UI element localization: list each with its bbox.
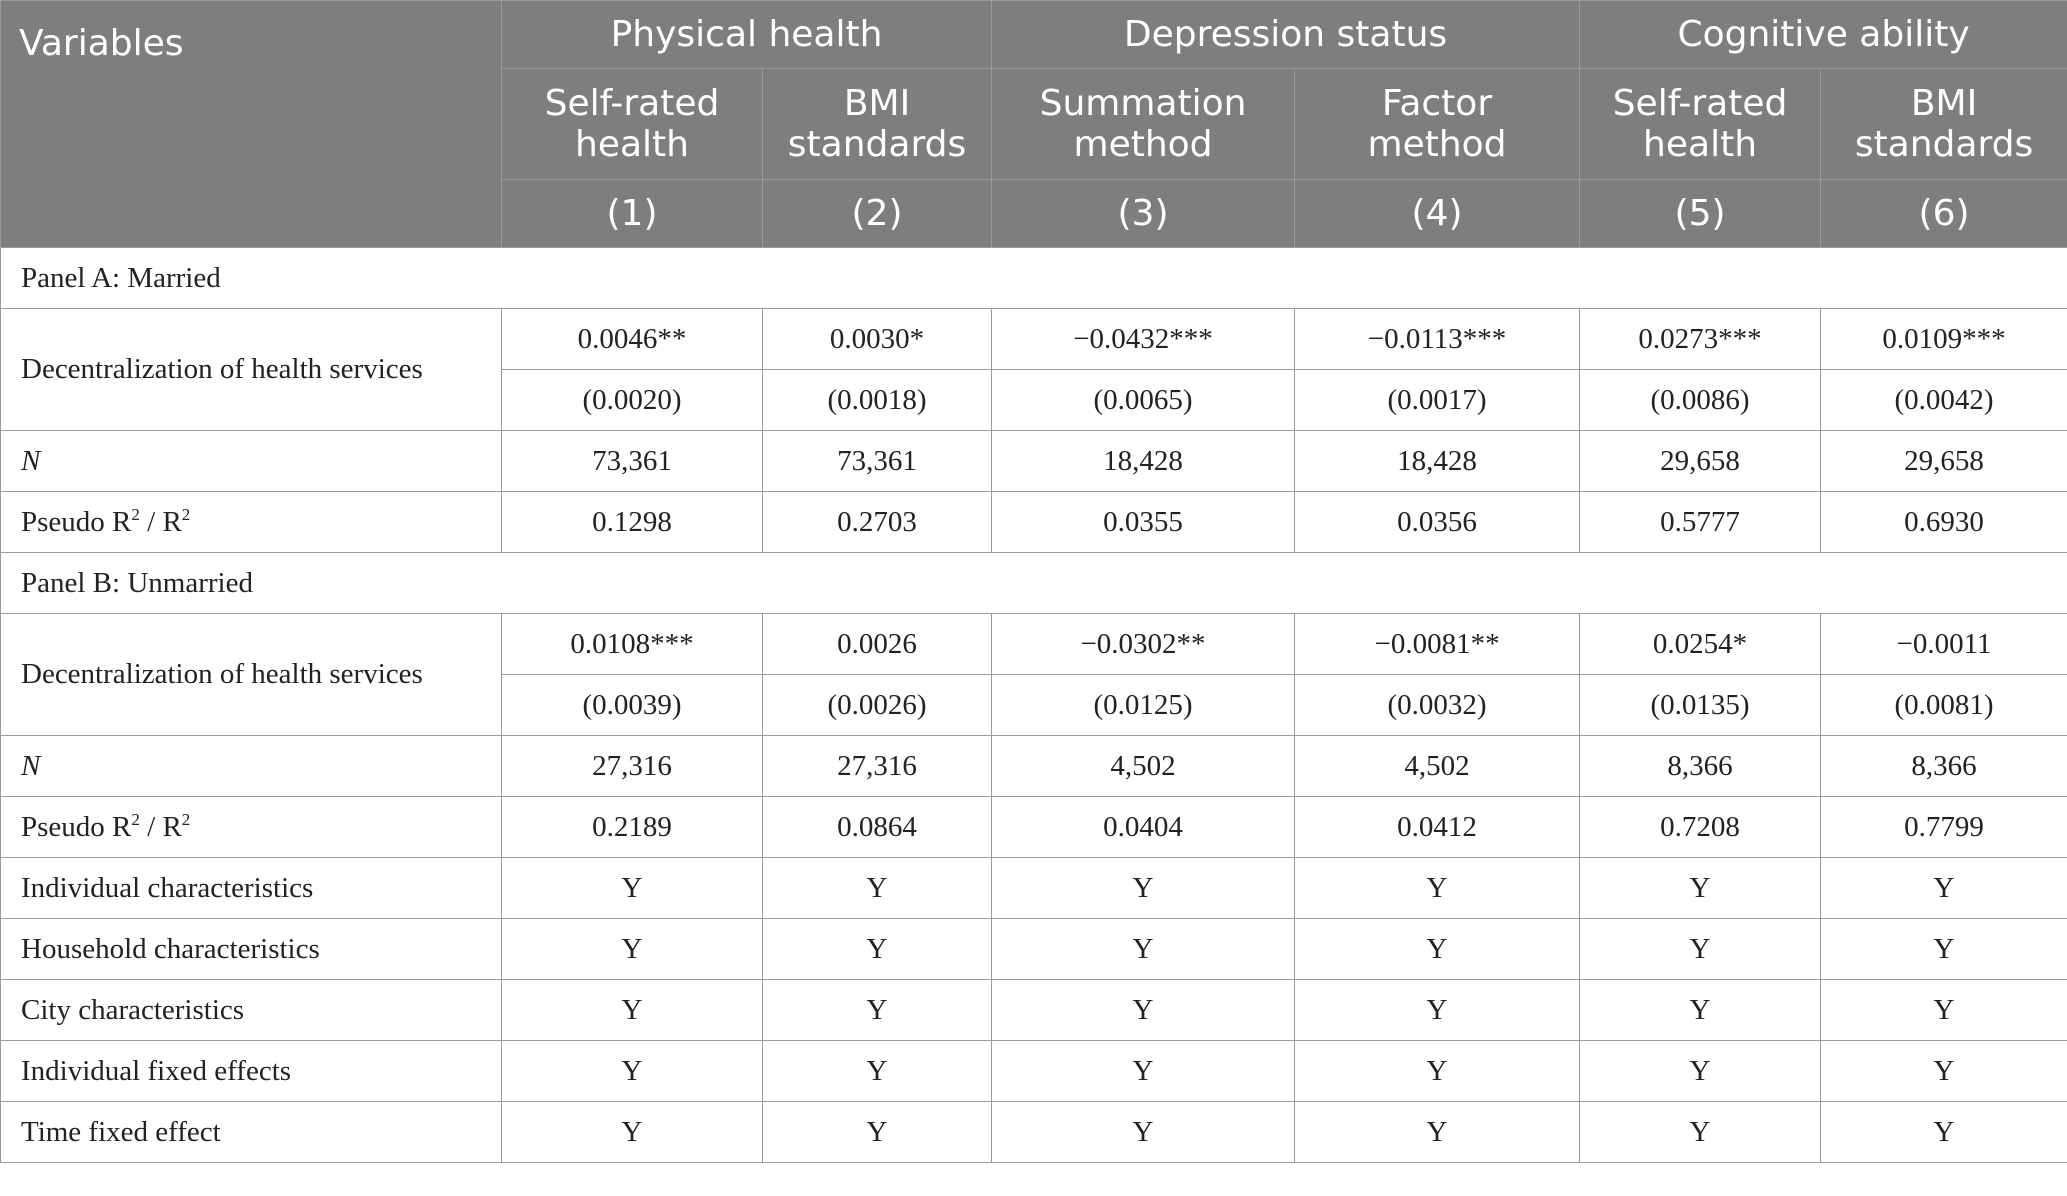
control-value: Y xyxy=(1580,1041,1821,1102)
header-col-1: (1) xyxy=(502,180,763,248)
control-value: Y xyxy=(1580,858,1821,919)
control-row-time-fixed-effect xyxy=(1,1102,2067,1163)
header-group-physical-health: Physical health xyxy=(502,1,992,69)
panel-b-n-1: 27,316 xyxy=(502,736,763,797)
control-value: Y xyxy=(992,980,1295,1041)
control-value: Y xyxy=(502,1041,763,1102)
panel-a-r2-4: 0.0356 xyxy=(1295,492,1580,553)
header-col-6: (6) xyxy=(1821,180,2067,248)
control-label: Individual fixed effects xyxy=(1,1041,502,1102)
panel-a-title-row xyxy=(1,248,2067,309)
panel-a-n-1: 73,361 xyxy=(502,431,763,492)
panel-b-n-2: 27,316 xyxy=(763,736,992,797)
control-value: Y xyxy=(502,858,763,919)
header-measure-2: BMI standards xyxy=(763,69,992,180)
header-col-4: (4) xyxy=(1295,180,1580,248)
control-value: Y xyxy=(1580,1102,1821,1163)
panel-a-coef-2: 0.0030* xyxy=(763,309,992,370)
control-label: Household characteristics xyxy=(1,919,502,980)
header-col-5: (5) xyxy=(1580,180,1821,248)
control-label: Individual characteristics xyxy=(1,858,502,919)
panel-b-coef-4: −0.0081** xyxy=(1295,614,1580,675)
panel-b-n-4: 4,502 xyxy=(1295,736,1580,797)
panel-a-coef-1: 0.0046** xyxy=(502,309,763,370)
panel-b-r2-6: 0.7799 xyxy=(1821,797,2067,858)
panel-a-coef-5: 0.0273*** xyxy=(1580,309,1821,370)
panel-b-title: Panel B: Unmarried xyxy=(1,553,2067,614)
panel-b-coef-5: 0.0254* xyxy=(1580,614,1821,675)
control-value: Y xyxy=(1821,1041,2067,1102)
panel-a-se-4: (0.0017) xyxy=(1295,370,1580,431)
control-value: Y xyxy=(1580,919,1821,980)
panel-b-title-row xyxy=(1,553,2067,614)
panel-b-r2-5: 0.7208 xyxy=(1580,797,1821,858)
panel-b-se-3: (0.0125) xyxy=(992,675,1295,736)
panel-a-coef-3: −0.0432*** xyxy=(992,309,1295,370)
panel-a-title: Panel A: Married xyxy=(1,248,2067,309)
panel-a-r2-label: Pseudo $R^2 / R^2$ xyxy=(1,492,502,553)
control-row-city-characteristics xyxy=(1,980,2067,1041)
control-value: Y xyxy=(502,919,763,980)
panel-a-r2-2: 0.2703 xyxy=(763,492,992,553)
control-value: Y xyxy=(1295,980,1580,1041)
panel-b-coef-row xyxy=(1,614,2067,675)
control-value: Y xyxy=(992,858,1295,919)
control-value: Y xyxy=(502,980,763,1041)
header-row-groups xyxy=(1,1,2067,69)
panel-b-se-4: (0.0032) xyxy=(1295,675,1580,736)
control-value: Y xyxy=(763,1041,992,1102)
header-col-2: (2) xyxy=(763,180,992,248)
control-value: Y xyxy=(1821,1102,2067,1163)
panel-a-n-2: 73,361 xyxy=(763,431,992,492)
panel-a-n-row xyxy=(1,431,2067,492)
control-value: Y xyxy=(1295,919,1580,980)
control-value: Y xyxy=(992,1041,1295,1102)
panel-b-n-label: N xyxy=(1,736,502,797)
panel-a-coef-label: Decentralization of health services xyxy=(1,309,502,431)
panel-b-coef-1: 0.0108*** xyxy=(502,614,763,675)
panel-b-n-3: 4,502 xyxy=(992,736,1295,797)
panel-a-coef-6: 0.0109*** xyxy=(1821,309,2067,370)
header-col-3: (3) xyxy=(992,180,1295,248)
panel-b-se-1: (0.0039) xyxy=(502,675,763,736)
panel-a-n-label: N xyxy=(1,431,502,492)
panel-b-se-5: (0.0135) xyxy=(1580,675,1821,736)
panel-b-se-6: (0.0081) xyxy=(1821,675,2067,736)
panel-b-coef-6: −0.0011 xyxy=(1821,614,2067,675)
control-value: Y xyxy=(1295,1041,1580,1102)
panel-b-r2-row xyxy=(1,797,2067,858)
control-value: Y xyxy=(992,1102,1295,1163)
panel-b-n-5: 8,366 xyxy=(1580,736,1821,797)
control-value: Y xyxy=(763,980,992,1041)
panel-a-r2-row xyxy=(1,492,2067,553)
header-measure-5: Self-rated health xyxy=(1580,69,1821,180)
panel-b-coef-3: −0.0302** xyxy=(992,614,1295,675)
panel-a-se-6: (0.0042) xyxy=(1821,370,2067,431)
control-value: Y xyxy=(502,1102,763,1163)
header-measure-3: Summation method xyxy=(992,69,1295,180)
panel-a-coef-4: −0.0113*** xyxy=(1295,309,1580,370)
control-value: Y xyxy=(763,919,992,980)
panel-b-coef-label: Decentralization of health services xyxy=(1,614,502,736)
panel-a-se-3: (0.0065) xyxy=(992,370,1295,431)
header-measure-4: Factor method xyxy=(1295,69,1580,180)
control-value: Y xyxy=(1821,858,2067,919)
panel-a-r2-6: 0.6930 xyxy=(1821,492,2067,553)
control-value: Y xyxy=(763,858,992,919)
header-group-depression-status: Depression status xyxy=(992,1,1580,69)
panel-a-r2-1: 0.1298 xyxy=(502,492,763,553)
panel-b-se-2: (0.0026) xyxy=(763,675,992,736)
control-row-household-characteristics xyxy=(1,919,2067,980)
panel-b-r2-4: 0.0412 xyxy=(1295,797,1580,858)
control-label: City characteristics xyxy=(1,980,502,1041)
control-value: Y xyxy=(992,919,1295,980)
control-value: Y xyxy=(1580,980,1821,1041)
panel-b-n-row xyxy=(1,736,2067,797)
panel-b-r2-label: Pseudo $R^2 / R^2$ xyxy=(1,797,502,858)
panel-a-n-5: 29,658 xyxy=(1580,431,1821,492)
panel-a-se-5: (0.0086) xyxy=(1580,370,1821,431)
panel-a-coef-row xyxy=(1,309,2067,370)
panel-a-r2-3: 0.0355 xyxy=(992,492,1295,553)
panel-b-coef-2: 0.0026 xyxy=(763,614,992,675)
panel-a-n-4: 18,428 xyxy=(1295,431,1580,492)
control-value: Y xyxy=(1295,858,1580,919)
panel-b-r2-2: 0.0864 xyxy=(763,797,992,858)
control-value: Y xyxy=(1821,919,2067,980)
header-variables: Variables xyxy=(1,1,502,248)
panel-a-se-2: (0.0018) xyxy=(763,370,992,431)
header-measure-6: BMI standards xyxy=(1821,69,2067,180)
panel-a-n-6: 29,658 xyxy=(1821,431,2067,492)
control-label: Time fixed effect xyxy=(1,1102,502,1163)
control-value: Y xyxy=(1295,1102,1580,1163)
table-body xyxy=(1,248,2067,1163)
header-group-cognitive-ability: Cognitive ability xyxy=(1580,1,2067,69)
panel-b-n-6: 8,366 xyxy=(1821,736,2067,797)
control-row-individual-fixed-effects xyxy=(1,1041,2067,1102)
panel-b-r2-1: 0.2189 xyxy=(502,797,763,858)
control-value: Y xyxy=(763,1102,992,1163)
panel-a-r2-5: 0.5777 xyxy=(1580,492,1821,553)
control-value: Y xyxy=(1821,980,2067,1041)
control-row-individual-characteristics xyxy=(1,858,2067,919)
panel-b-r2-3: 0.0404 xyxy=(992,797,1295,858)
table-header xyxy=(1,1,2067,248)
header-measure-1: Self-rated health xyxy=(502,69,763,180)
panel-a-se-1: (0.0020) xyxy=(502,370,763,431)
panel-a-n-3: 18,428 xyxy=(992,431,1295,492)
